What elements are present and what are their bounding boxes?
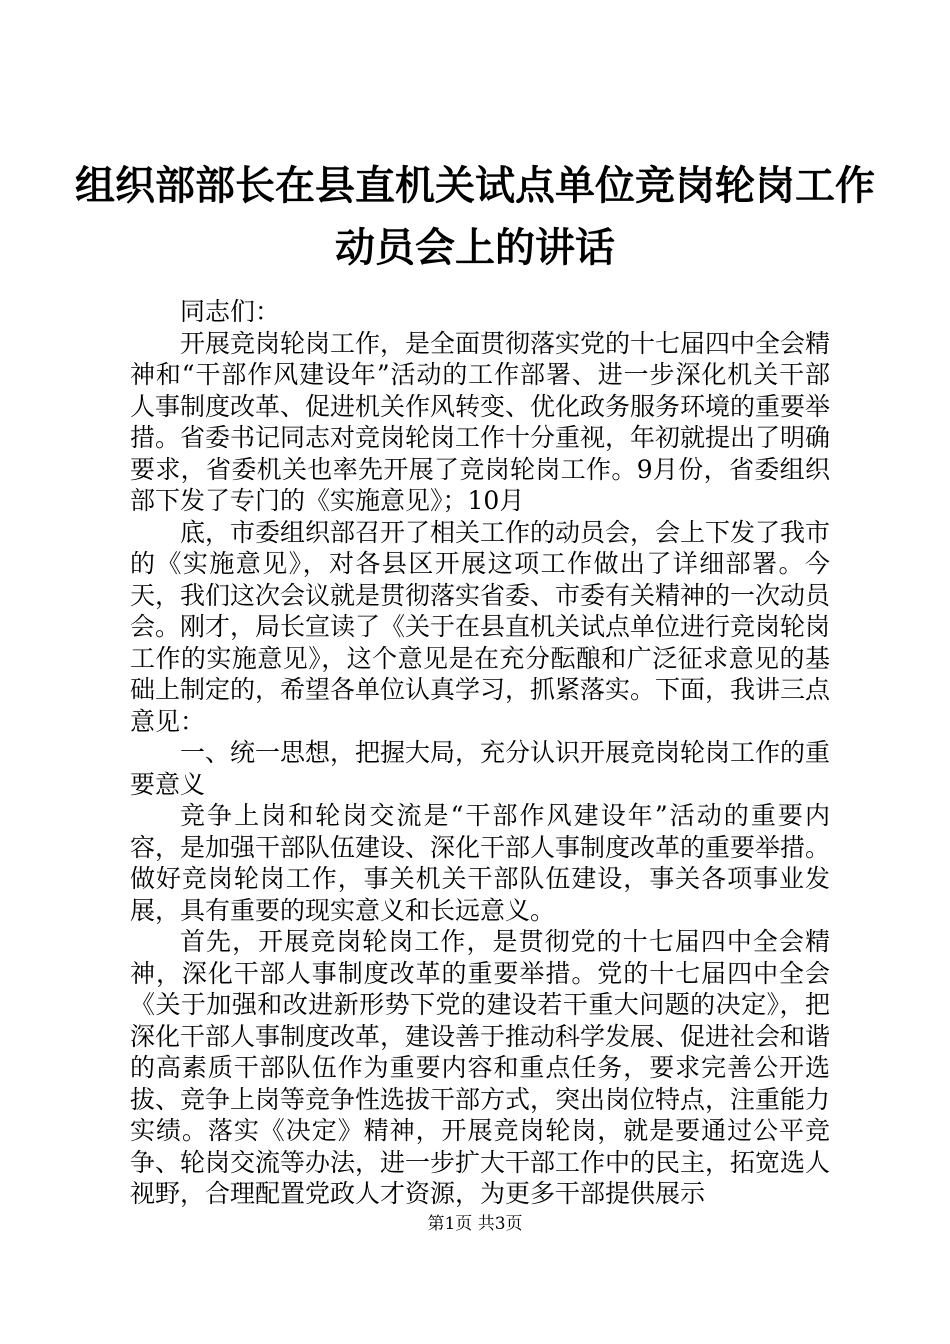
document-title-line-2: 动员会上的讲话 [335,225,615,271]
document-body [130,296,830,1210]
section-heading-1: 一、统一思想，把握大局，充分认识开展竞岗轮岗工作的重要意义 [130,738,831,799]
paragraph-first-point: 首先，开展竞岗轮岗工作，是贯彻党的十七届四中全会精神，深化干部人事制度改革的重要举措。党的十七届四中全会《关于加强和改进新形势下党的建设若干重大问题的决定》，把深化干部人事制度改革，建设善于推动科学发展、促进社会和谐的高素质干部队伍作为重要内容和重点任务，要求完善公开选拔、竞争上岗等竞争性选拔干部方式，突出岗位特点，注重能力实绩。落实《决定》精神，开展竞岗轮岗，就是要通过公平竞争、轮岗交流等办法，进一步扩大干部工作中的民主，拓宽选人视野，合理配置党政人才资源，为更多干部提供展示 [130,927,831,1208]
paragraph-meeting: 底，市委组织部召开了相关工作的动员会，会上下发了我市的《实施意见》，对各县区开展这项工作做出了详细部署。今天，我们这次会议就是贯彻落实省委、市委有关精神的一次动员会。刚才，局长宣读了《关于在县直机关试点单位进行竞岗轮岗工作的实施意见》，这个意见是在充分酝酿和广泛征求意见的基础上制定的，希望各单位认真学习，抓紧落实。下面，我讲三点意见： [130,517,831,736]
page-number-footer: 第1页 共3页 [427,1214,523,1234]
paragraph-intro: 开展竞岗轮岗工作，是全面贯彻落实党的十七届四中全会精神和“干部作风建设年”活动的工作部署、进一步深化机关干部人事制度改革、促进机关作风转变、优化政务服务环境的重要举措。省委书记同志对竞岗轮岗工作十分重视，年初就提出了明确要求，省委机关也率先开展了竞岗轮岗工作。9月份，省委组织部下发了专门的《实施意见》；10月 [130,328,831,515]
salutation: 同志们： [180,297,281,326]
paragraph-significance: 竞争上岗和轮岗交流是“干部作风建设年”活动的重要内容，是加强干部队伍建设、深化干部人事制度改革的重要举措。做好竞岗轮岗工作，事关机关干部队伍建设，事关各项事业发展，具有重要的现实意义和长远意义。 [130,801,831,925]
document-title-line-1: 组织部部长在县直机关试点单位竞岗轮岗工作 [75,163,875,209]
